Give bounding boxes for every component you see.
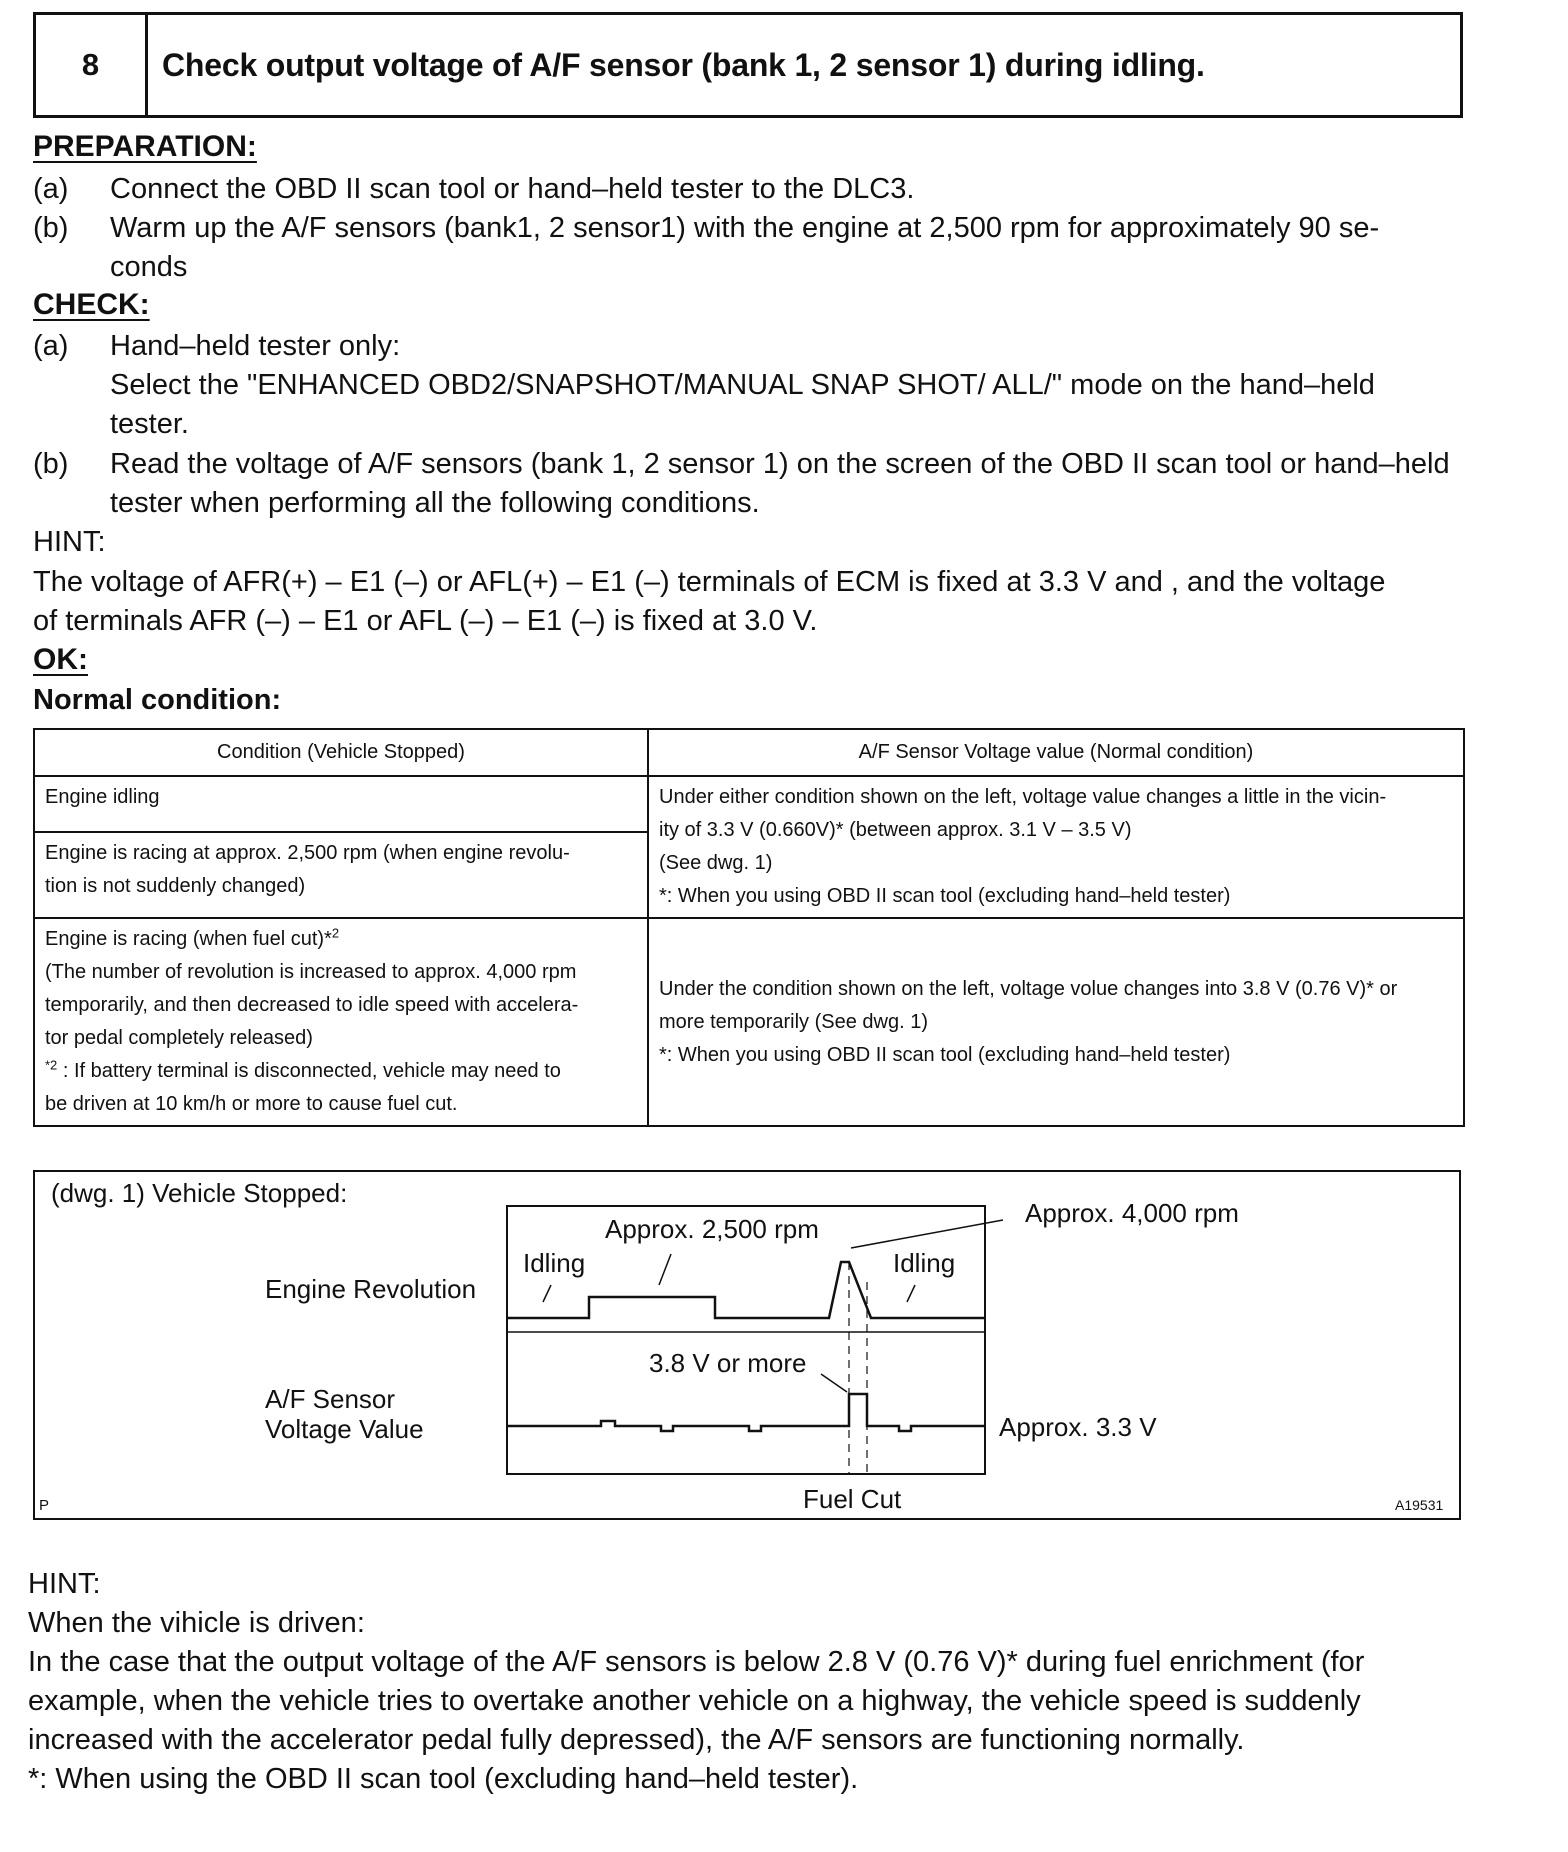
figure-id: A19531	[1395, 1497, 1444, 1513]
table-cell-engine-racing-2500	[34, 832, 648, 918]
footnote-text: : If battery terminal is disconnected, vehicle may need to	[57, 1060, 561, 1082]
check-item-b-text-2: tester when performing all the following conditions.	[110, 487, 760, 519]
table-row	[34, 776, 1464, 832]
condition-line: tor pedal completely released)	[45, 1027, 313, 1049]
hint1-line-1: The voltage of AFR(+) – E1 (–) or AFL(+) – E1 (–) terminals of ECM is fixed at 3.3 V and , and the voltage	[33, 566, 1386, 598]
prep-item-b-text-2: conds	[110, 251, 188, 283]
idling-right-leader	[907, 1285, 915, 1302]
sensor-label-line-2: Voltage Value	[265, 1414, 424, 1444]
engine-idling-text: Engine idling	[45, 786, 160, 808]
check-item-b-label: (b)	[33, 448, 69, 480]
af-voltage-trace	[507, 1394, 985, 1431]
step-number: 8	[36, 15, 148, 115]
footnote-line: be driven at 10 km/h or more to cause fuel cut.	[45, 1093, 458, 1115]
hint2-line-2: In the case that the output voltage of the A/F sensors is below 2.8 V (0.76 V)* during fuel enrichment (for	[28, 1646, 1365, 1678]
condition-line: tion is not suddenly changed)	[45, 875, 306, 897]
value-line: Under the condition shown on the left, voltage volue changes into 3.8 V (0.76 V)* or	[659, 977, 1398, 1000]
check-item-a-label: (a)	[33, 330, 69, 362]
sensor-label-line-1: A/F Sensor	[265, 1384, 396, 1414]
hint2-line-1: When the vihicle is driven:	[28, 1607, 365, 1639]
table-header-condition: Condition (Vehicle Stopped)	[34, 729, 648, 776]
hint2-line-4: increased with the accelerator pedal fully depressed), the A/F sensors are functioning normally.	[28, 1724, 1245, 1756]
check-item-a-text-2: Select the "ENHANCED OBD2/SNAPSHOT/MANUAL SNAP SHOT/ ALL/" mode on the hand–held	[110, 369, 1375, 401]
superscript: 2	[331, 925, 340, 941]
table-header-row	[34, 729, 1464, 776]
prep-item-a-text: Connect the OBD II scan tool or hand–held tester to the DLC3.	[110, 173, 915, 205]
hint2-line-5: *: When using the OBD II scan tool (excluding hand–held tester).	[28, 1763, 859, 1795]
v38-label: 3.8 V or more	[649, 1348, 807, 1378]
fuel-cut-label: Fuel Cut	[803, 1484, 902, 1514]
prep-item-b-text-1: Warm up the A/F sensors (bank1, 2 sensor1) with the engine at 2,500 rpm for approximately 90 se-	[110, 212, 1380, 244]
plot-frame	[507, 1206, 985, 1474]
drawing-frame	[33, 1170, 1461, 1520]
table-row	[34, 918, 1464, 1126]
idling-left-label: Idling	[523, 1248, 586, 1278]
engine-revolution-label: Engine Revolution	[265, 1274, 477, 1304]
check-item-b-text-1: Read the voltage of A/F sensors (bank 1, 2 sensor 1) on the screen of the OBD II scan tool or hand–held	[110, 448, 1450, 480]
approx-33-label: Approx. 3.3 V	[999, 1412, 1157, 1442]
table-cell-engine-idling	[34, 776, 648, 832]
value-line: Under either condition shown on the left, voltage value changes a little in the vicin-	[659, 786, 1387, 808]
table-cell-engine-racing-fuel-cut	[34, 918, 648, 1126]
table-header-voltage: A/F Sensor Voltage value (Normal condition)	[648, 729, 1464, 776]
condition-line: (The number of revolution is increased to approx. 4,000 rpm	[45, 961, 577, 983]
condition-line-text: Engine is racing (when fuel cut)*	[45, 928, 332, 950]
idling-left-leader	[543, 1285, 551, 1302]
idling-right-label: Idling	[893, 1248, 956, 1278]
approx-4000-label: Approx. 4,000 rpm	[1025, 1198, 1239, 1228]
timing-diagram	[35, 1172, 1459, 1518]
approx-4000-leader	[851, 1220, 1003, 1248]
approx-2500-leader	[659, 1254, 671, 1285]
check-item-a-text-3: tester.	[110, 408, 189, 440]
value-line: more temporarily (See dwg. 1)	[659, 1010, 928, 1033]
ok-heading: OK:	[33, 643, 88, 676]
step-title: Check output voltage of A/F sensor (bank 1, 2 sensor 1) during idling.	[162, 46, 1205, 83]
hint1-heading: HINT:	[33, 526, 106, 558]
step-header	[33, 12, 1463, 118]
check-heading: CHECK:	[33, 288, 150, 321]
preparation-heading: PREPARATION:	[33, 130, 257, 163]
footnote-line	[45, 1055, 637, 1088]
table-cell-value-idling-racing	[648, 776, 1464, 918]
approx-2500-label: Approx. 2,500 rpm	[605, 1214, 819, 1244]
table-cell-value-fuel-cut	[648, 918, 1464, 1126]
value-line: *: When you using OBD II scan tool (excluding hand–held tester)	[659, 1043, 1231, 1066]
hint2-heading: HINT:	[28, 1568, 101, 1600]
footnote-mark: *2	[45, 1057, 58, 1073]
value-line: *: When you using OBD II scan tool (excluding hand–held tester)	[659, 885, 1231, 907]
v38-leader	[821, 1374, 847, 1392]
condition-line: temporarily, and then decreased to idle speed with accelera-	[45, 994, 579, 1016]
condition-line	[45, 923, 637, 956]
normal-condition-heading: Normal condition:	[33, 684, 282, 716]
condition-line: Engine is racing at approx. 2,500 rpm (when engine revolu-	[45, 842, 570, 864]
value-line: ity of 3.3 V (0.660V)* (between approx. 3.1 V – 3.5 V)	[659, 819, 1132, 841]
value-line: (See dwg. 1)	[659, 852, 773, 874]
prep-item-b-label: (b)	[33, 212, 69, 244]
corner-mark: P	[39, 1497, 50, 1514]
drawing-caption: (dwg. 1) Vehicle Stopped:	[51, 1178, 348, 1208]
prep-item-a-label: (a)	[33, 173, 69, 205]
check-item-a-text-1: Hand–held tester only:	[110, 330, 401, 362]
condition-table	[33, 728, 1465, 1127]
hint2-line-3: example, when the vehicle tries to overtake another vehicle on a highway, the vehicle speed is suddenly	[28, 1685, 1361, 1717]
hint1-line-2: of terminals AFR (–) – E1 or AFL (–) – E1 (–) is fixed at 3.0 V.	[33, 605, 818, 637]
